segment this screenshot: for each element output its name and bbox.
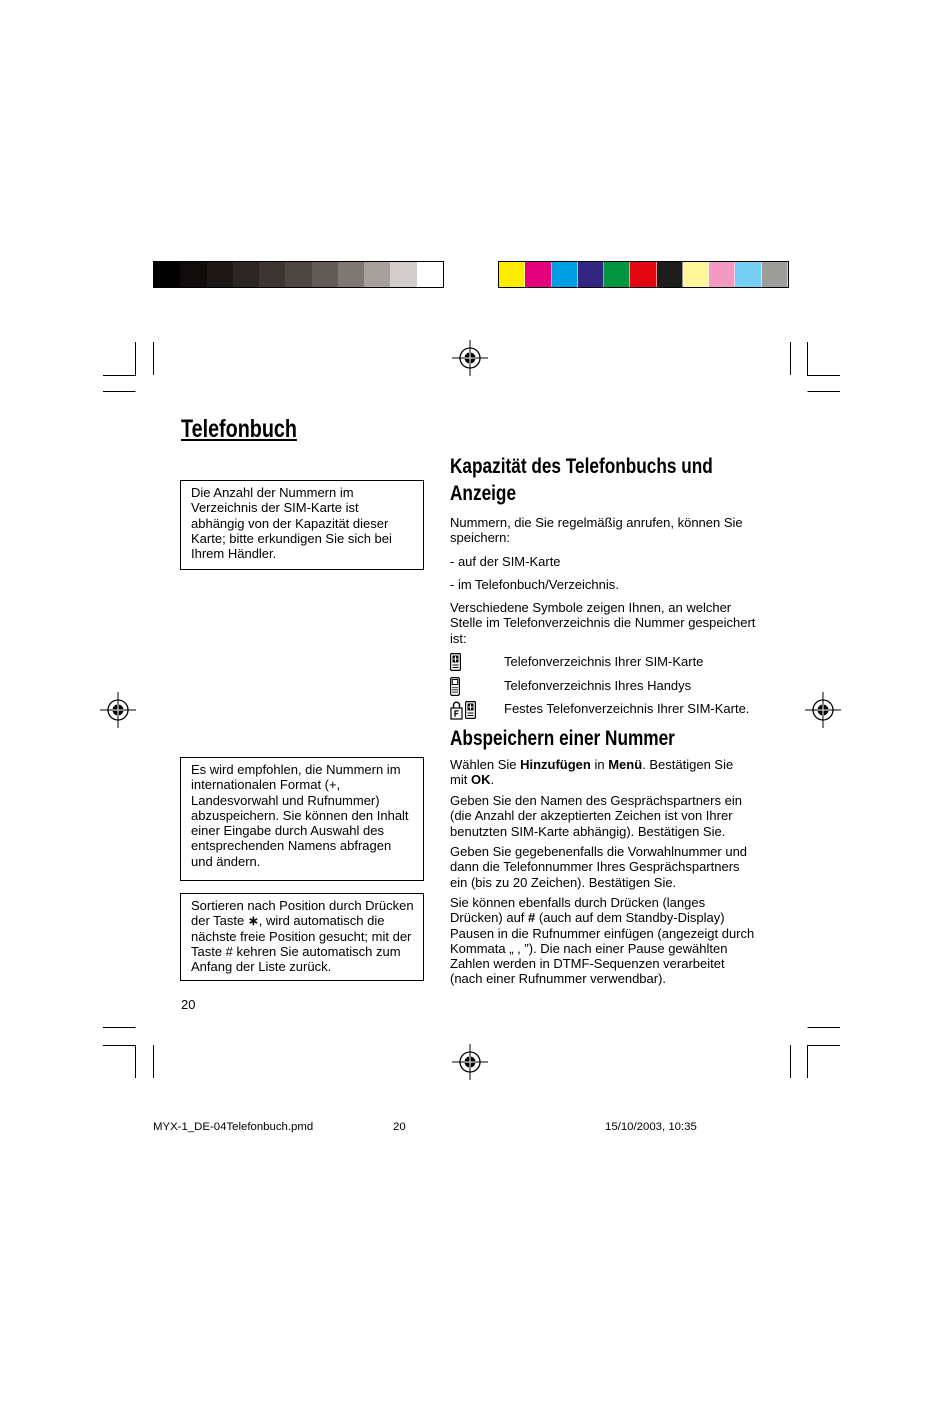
text-line: (nach einer Rufnummer verwendbar).	[450, 971, 667, 987]
color-swatch	[604, 262, 630, 287]
note-line: Anfang der Liste zurück.	[191, 959, 332, 974]
text-segment: Wählen Sie	[450, 757, 521, 772]
color-swatch	[683, 262, 709, 287]
color-swatch	[259, 262, 285, 287]
text-line: (die Anzahl der akzeptierten Zeichen ist von Ihrer	[450, 808, 733, 824]
footer-timestamp: 15/10/2003, 10:35	[605, 1121, 697, 1133]
text-line	[450, 757, 733, 772]
location-item-phonebook	[450, 577, 619, 592]
heading-line: Anzeige	[450, 482, 517, 505]
color-swatch	[552, 262, 578, 287]
registration-mark-top	[452, 340, 488, 376]
save-step-add	[450, 757, 733, 788]
symbols-intro	[450, 600, 755, 646]
menu-term-add: Hinzufügen	[520, 757, 591, 772]
color-swatch	[762, 262, 788, 287]
note-line: internationalen Format (+,	[191, 777, 341, 793]
color-swatch	[233, 262, 259, 287]
color-swatch	[312, 262, 338, 287]
text-line: Pausen in die Rufnummer einfügen (angezeigt durch	[450, 925, 755, 941]
note-line: abhängig von der Kapazität dieser	[191, 515, 389, 531]
symbol-row-fixed-sim	[450, 701, 770, 717]
page-number: 20	[181, 997, 196, 1012]
color-swatch	[709, 262, 735, 287]
color-swatch	[207, 262, 233, 287]
note-box-sort-position	[180, 893, 424, 981]
color-swatch	[390, 262, 416, 287]
note-text: der Taste	[191, 913, 248, 929]
color-swatch	[657, 262, 683, 287]
color-swatch	[417, 262, 443, 287]
symbol-row-sim	[450, 654, 770, 670]
color-swatch	[578, 262, 604, 287]
note-line: einer Eingabe durch Auswahl des	[191, 823, 384, 838]
text-line: Zahlen werden in DTMF-Sequenzen verarbeitet	[450, 956, 725, 971]
sim-card-icon	[450, 653, 461, 671]
fixed-sim-icon	[450, 700, 477, 720]
text-line: - im Telefonbuch/Verzeichnis.	[450, 577, 619, 592]
note-line: entsprechenden Namens abfragen	[191, 838, 392, 854]
symbol-label: Telefonverzeichnis Ihres Handys	[504, 678, 692, 693]
crop-mark-top-right	[791, 342, 841, 392]
text-segment: mit	[450, 772, 471, 788]
text-line: Kommata „ , ”). Die nach einer Pause gewählten	[450, 940, 728, 956]
save-step-pauses	[450, 895, 754, 987]
text-line: - auf der SIM-Karte	[450, 554, 561, 569]
note-text: , wird automatisch die	[258, 913, 385, 929]
note-box-sim-capacity	[180, 480, 424, 570]
text-line: ein (bis zu 20 Zeichen). Bestätigen Sie.	[450, 874, 677, 890]
crop-mark-bottom-right	[791, 1028, 841, 1079]
symbol-label: Telefonverzeichnis Ihrer SIM-Karte	[504, 654, 704, 669]
note-line: Sortieren nach Position durch Drücken	[191, 898, 414, 913]
text-line: Geben Sie den Namen des Gesprächspartners ein	[450, 793, 742, 808]
text-line: Geben Sie gegebenenfalls die Vorwahlnummer und	[450, 844, 748, 859]
footer-file-name: MYX-1_DE-04Telefonbuch.pmd	[153, 1121, 314, 1133]
heading-line: Kapazität des Telefonbuchs und	[450, 455, 713, 478]
save-step-number	[450, 844, 747, 890]
registration-mark-bottom	[452, 1044, 488, 1080]
heading-line: Abspeichern einer Nummer	[450, 727, 675, 750]
note-line: Es wird empfohlen, die Nummern im	[191, 762, 401, 777]
text-line: Nummern, die Sie regelmäßig anrufen, können Sie	[450, 515, 743, 530]
section-heading-capacity	[450, 453, 713, 507]
registration-mark-left	[100, 692, 136, 728]
color-swatch	[180, 262, 206, 287]
text-line: speichern:	[450, 530, 510, 546]
star-key-symbol: ∗	[247, 913, 259, 929]
text-line	[450, 910, 754, 925]
text-segment: . Bestätigen Sie	[642, 757, 734, 772]
color-swatch	[338, 262, 364, 287]
text-line: Sie können ebenfalls durch Drücken (langes	[450, 895, 706, 910]
note-line: und ändern.	[191, 853, 261, 869]
page-title: Telefonbuch	[181, 415, 297, 443]
crop-mark-top-left	[103, 342, 154, 392]
text-line: benutzten SIM-Karte abhängig). Bestätigen Sie.	[450, 823, 726, 839]
text-line	[450, 772, 733, 787]
note-box-international-format	[180, 757, 424, 881]
save-step-name	[450, 793, 742, 839]
process-color-bar	[498, 261, 789, 288]
section-heading-save	[450, 725, 675, 752]
hash-key-symbol: #	[528, 910, 536, 926]
text-segment: (auch auf dem Standby-Display)	[535, 910, 725, 926]
grayscale-color-bar	[153, 261, 444, 288]
note-line: nächste freie Position gesucht; mit der	[191, 928, 412, 944]
color-swatch	[154, 262, 180, 287]
footer-page: 20	[393, 1121, 406, 1133]
text-line: dann die Telefonnummer Ihres Gesprächspartners	[450, 859, 740, 875]
color-swatch	[525, 262, 551, 287]
capacity-intro	[450, 515, 743, 546]
menu-term-menu: Menü	[608, 757, 643, 772]
text-line: ist:	[450, 630, 467, 646]
registration-mark-right	[805, 692, 841, 728]
text-segment: Drücken) auf	[450, 910, 529, 926]
symbol-row-handset	[450, 678, 770, 694]
text-segment: .	[490, 772, 495, 788]
text-segment: in	[590, 757, 609, 772]
note-line: Verzeichnis der SIM-Karte ist	[191, 500, 359, 516]
note-line: Ihrem Händler.	[191, 546, 277, 561]
note-line: abzuspeichern. Sie können den Inhalt	[191, 807, 409, 823]
text-line: Verschiedene Symbole zeigen Ihnen, an welcher	[450, 600, 732, 615]
note-line: Karte; bitte erkundigen Sie sich bei	[191, 530, 392, 546]
symbol-label: Festes Telefonverzeichnis Ihrer SIM-Karte.	[504, 701, 750, 716]
color-swatch	[364, 262, 390, 287]
note-line: Landesvorwahl und Rufnummer)	[191, 792, 380, 808]
color-swatch	[285, 262, 311, 287]
location-item-sim	[450, 554, 561, 569]
color-swatch	[735, 262, 761, 287]
color-swatch	[630, 262, 656, 287]
menu-term-ok: OK	[470, 772, 491, 788]
note-line: Die Anzahl der Nummern im	[191, 485, 354, 500]
crop-mark-bottom-left	[103, 1028, 154, 1079]
note-line	[191, 913, 423, 928]
text-line: Stelle im Telefonverzeichnis die Nummer gespeichert	[450, 615, 756, 631]
color-swatch	[499, 262, 525, 287]
note-line: Taste # kehren Sie automatisch zum	[191, 943, 401, 959]
handset-icon	[450, 677, 460, 696]
